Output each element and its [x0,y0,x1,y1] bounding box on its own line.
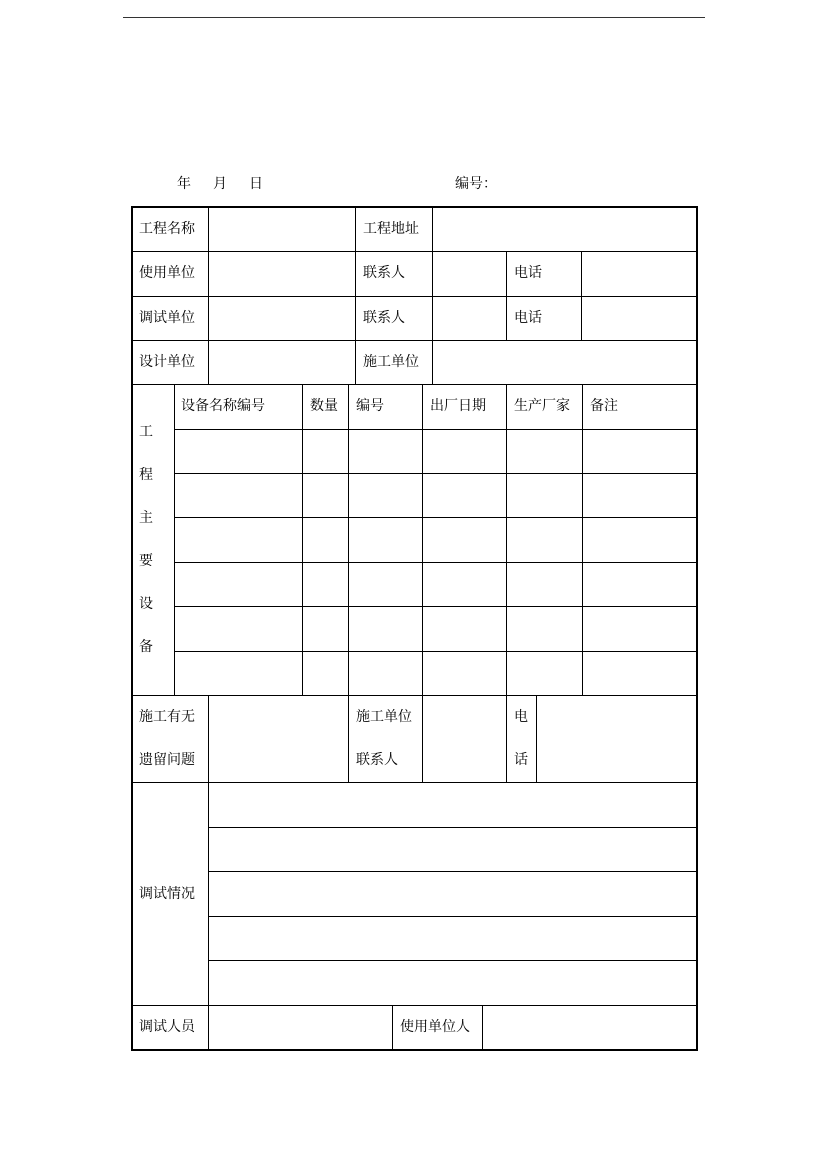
equipment-section-char: 设 [139,596,153,612]
debug-situation-line[interactable] [208,827,698,872]
debug-contact-field[interactable] [432,296,507,341]
equipment-cell[interactable] [302,651,349,696]
equipment-cell[interactable] [302,473,349,518]
equipment-cell[interactable] [422,473,507,518]
remaining-issues-label-line2: 遗留问题 [139,752,195,768]
remaining-issues-label-line1: 施工有无 [139,709,195,725]
equipment-cell[interactable] [302,606,349,652]
equipment-cell[interactable] [174,473,303,518]
remaining-issues-field[interactable] [208,695,349,783]
equipment-cell[interactable] [174,517,303,563]
equipment-section-char: 工 [139,424,153,440]
equipment-cell[interactable] [174,651,303,696]
project-address-field[interactable] [432,206,698,252]
number-label: 编号： [455,176,497,192]
equipment-cell[interactable] [348,517,423,563]
debug-person-label: 调试人员 [139,1019,195,1035]
equipment-cell[interactable] [582,429,698,474]
equipment-section-char: 要 [139,553,153,569]
equipment-cell[interactable] [174,562,303,607]
equipment-cell[interactable] [506,429,583,474]
construction-unit-field[interactable] [432,340,698,385]
equipment-col-remarks: 备注 [590,398,618,414]
user-unit-person-field[interactable] [482,1005,698,1051]
equipment-cell[interactable] [174,606,303,652]
equipment-col-name-code: 设备名称编号 [181,398,265,414]
debug-contact-label: 联系人 [363,310,405,326]
equipment-cell[interactable] [582,651,698,696]
user-phone-field[interactable] [581,251,698,297]
equipment-cell[interactable] [422,429,507,474]
equipment-cell[interactable] [506,517,583,563]
construction-contact-label-line2: 联系人 [356,752,398,768]
debug-situation-line[interactable] [208,782,698,828]
construction-unit-label: 施工单位 [363,354,419,370]
construction-contact-label-line1: 施工单位 [356,709,412,725]
user-contact-field[interactable] [432,251,507,297]
day-label: 日 [249,176,263,192]
equipment-cell[interactable] [348,562,423,607]
design-unit-field[interactable] [208,340,356,385]
equipment-cell[interactable] [422,651,507,696]
user-unit-field[interactable] [208,251,356,297]
top-rule [123,17,705,18]
project-name-label: 工程名称 [139,221,195,237]
equipment-cell[interactable] [506,473,583,518]
equipment-col-number: 编号 [356,398,384,414]
equipment-col-manufacture-date: 出厂日期 [430,398,486,414]
equipment-col-manufacturer: 生产厂家 [514,398,570,414]
equipment-cell[interactable] [348,651,423,696]
user-contact-label: 联系人 [363,265,405,281]
month-label: 月 [213,176,227,192]
equipment-cell[interactable] [506,606,583,652]
equipment-col-quantity: 数量 [310,398,338,414]
equipment-cell[interactable] [302,429,349,474]
equipment-cell[interactable] [174,429,303,474]
debug-situation-label: 调试情况 [139,886,195,902]
construction-phone-field[interactable] [536,695,698,783]
equipment-cell[interactable] [348,606,423,652]
equipment-cell[interactable] [348,473,423,518]
equipment-cell[interactable] [506,562,583,607]
equipment-cell[interactable] [348,429,423,474]
equipment-section-char: 备 [139,639,153,655]
construction-phone-label-line1: 电 [514,709,528,725]
debug-unit-label: 调试单位 [139,310,195,326]
equipment-section-char: 主 [139,510,153,526]
equipment-cell[interactable] [302,562,349,607]
construction-phone-label-line2: 话 [514,752,528,768]
project-address-label: 工程地址 [363,221,419,237]
debug-situation-line[interactable] [208,871,698,917]
debug-situation-line[interactable] [208,960,698,1006]
equipment-section-cell [131,384,175,696]
equipment-section-char: 程 [139,467,153,483]
debug-phone-label: 电话 [514,310,542,326]
construction-contact-field[interactable] [422,695,507,783]
equipment-cell[interactable] [582,562,698,607]
equipment-cell[interactable] [302,517,349,563]
year-label: 年 [177,176,191,192]
equipment-cell[interactable] [582,606,698,652]
user-unit-person-label: 使用单位人 [400,1019,470,1035]
debug-situation-line[interactable] [208,916,698,961]
equipment-cell[interactable] [582,473,698,518]
debug-person-field[interactable] [208,1005,393,1051]
project-name-field[interactable] [208,206,356,252]
debug-phone-field[interactable] [581,296,698,341]
debug-unit-field[interactable] [208,296,356,341]
equipment-cell[interactable] [422,562,507,607]
equipment-cell[interactable] [422,606,507,652]
equipment-cell[interactable] [422,517,507,563]
user-unit-label: 使用单位 [139,265,195,281]
equipment-cell[interactable] [506,651,583,696]
user-phone-label: 电话 [514,265,542,281]
equipment-cell[interactable] [582,517,698,563]
design-unit-label: 设计单位 [139,354,195,370]
